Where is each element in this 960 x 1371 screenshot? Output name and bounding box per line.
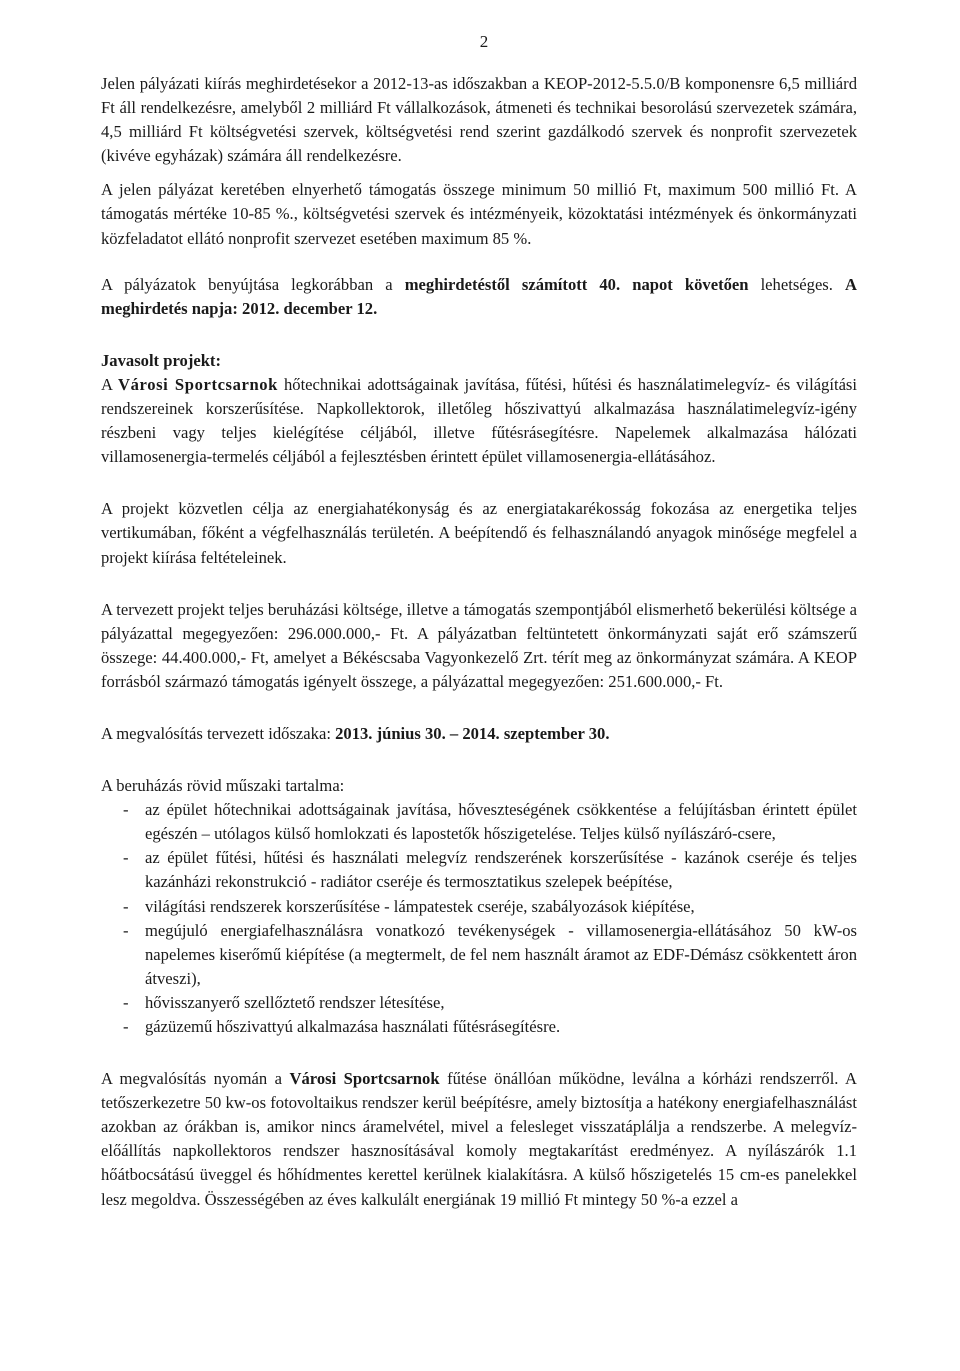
document-body xyxy=(101,72,857,1212)
proposed-project-heading: Javasolt projekt: xyxy=(101,350,221,370)
page-number: 2 xyxy=(479,32,489,51)
list-item: - hővisszanyerő szellőztető rendszer létesítése, xyxy=(101,991,857,1015)
list-item: - gázüzemű hőszivattyú alkalmazása használati fűtésrásegítésre. xyxy=(101,1015,857,1039)
list-item: - az épület hőtechnikai adottságainak javítása, hőveszteségének csökkentése a felújításban érintett épület egészén – utólagos külső homlokzati és lapostetők hőszigetelése. Teljes külső nyílászáró-csere, xyxy=(101,798,857,846)
announcement-date: A meghirdetés napja: 2012. december 12. xyxy=(101,274,857,318)
paragraph-project-goal: A projekt közvetlen célja az energiahatékonyság és az energiatakarékosság fokozása az energetika teljes vertikumában, főként a végfelhasználás területén. A beépítendő és felhasználandó anyagok minősége megfelel a projekt kiírása feltételeinek. xyxy=(101,499,857,567)
list-item: - világítási rendszerek korszerűsítése - lámpatestek cseréje, szabályozások kiépítése, xyxy=(101,895,857,919)
submission-text-1: A pályázatok benyújtása legkorábban a xyxy=(101,274,405,294)
paragraph-project-cost: A tervezett projekt teljes beruházási költsége, illetve a támogatás szempontjából elismerhető bekerülési költsége a pályázattal megegyezően: 296.000.000,- Ft. A pályázatban feltüntetett önkormányzati saját erő számszerű összege: 44.400.000,- Ft, amelyet a Békéscsaba Vagyonkezelő Zrt. térít meg az önkormányzat számára. A KEOP forrásból származó támogatás igényelt összege, a pályázattal megegyezően: 251.600.000,- Ft. xyxy=(101,599,857,691)
list-item: - az épület fűtési, hűtési és használati melegvíz rendszerének korszerűsítése - kazánok cseréje és teljes kazánházi rekonstrukció - radiátor cseréje és termosztatikus szelepek beépítése, xyxy=(101,846,857,894)
list-item: - megújuló energiafelhasználásra vonatkozó tevékenységek - villamosenergia-ellátásához 50 kW-os napelemes kiserőmű kiépítése (a megtermelt, de fel nem használt áramot az EDF-Démász csökkentett áron átveszi), xyxy=(101,919,857,991)
sports-hall-name: Városi Sportcsarnok xyxy=(118,374,279,394)
paragraph-grant-amount: A jelen pályázat keretében elnyerhető támogatás összege minimum 50 millió Ft, maximum 500 millió Ft. A támogatás mértéke 10-85 %., költségvetési szervek és intézményeik, közoktatási intézmények és önkormányzati közfeladatot ellátó nonprofit szervezet esetében maximum 85 %. xyxy=(101,180,857,248)
sports-hall-name-2: Városi Sportcsarnok xyxy=(289,1069,440,1089)
paragraph-funding-availability: Jelen pályázati kiírás meghirdetésekor a 2012-13-as időszakban a KEOP-2012-5.5.0/B komponensre 6,5 milliárd Ft áll rendelkezésre, amelyből 2 milliárd Ft vállalkozások, átmeneti és technikai besorolású szervezetek számára, 4,5 milliárd Ft költségvetési szervek, költségvetési rend szerint gazdálkodó szervek és nonprofit szervezetek (kivéve egyházak) számára áll rendelkezésre. xyxy=(101,74,857,166)
technical-content-heading: A beruházás rövid műszaki tartalma: xyxy=(101,776,345,796)
submission-bold-1: meghirdetéstől számított 40. napot követően xyxy=(404,274,749,294)
paragraph-proposed-project: A Városi Sportcsarnok hőtechnikai adottságainak javítása, fűtési, hűtési és használatimelegvíz- és világítási rendszereinek korszerűsítése. Napkollektorok, illetőleg hőszivattyú alkalmazása használatimelegvíz-igény részbeni vagy teljes kielégítése céljából, illetve fűtésrásegítésre. Napelemek alkalmazása hálózati villamosenergia-termelés céljából a fejlesztésben érintett épület villamosenergia-ellátásához. xyxy=(101,374,858,467)
submission-text-2: lehetséges. xyxy=(748,274,845,294)
technical-content-list xyxy=(101,798,857,1039)
paragraph-submission-date xyxy=(101,273,857,321)
paragraph-implementation-period: A megvalósítás tervezett időszaka: 2013. június 30. – 2014. szeptember 30. xyxy=(101,723,610,743)
paragraph-project-result: A megvalósítás nyomán a Városi Sportcsarnok fűtése önállóan működne, leválna a kórházi rendszerről. A tetőszerkezetre 50 kw-os fotovoltaikus rendszer kerül beépítésre, amely biztosítja a hatékony energiafelhasználást azokban az órákban is, amikor nincs áramelvétel, mivel a felesleget visszatáplálja a rendszerbe. A melegvíz-előállítás napkollektoros rendszer hasznosításával komoly megtakarítást eredményez. A nyílászárók 1.1 hőátbocsátású üveggel és hőhídmentes kerettel kerülnek kialakításra. A külső hőszigetelés 15 cm-es panelekkel lesz megoldva. Összességében az éves kalkulált energiának 19 millió Ft mintegy 50 %-a ezzel a xyxy=(101,1069,858,1209)
implementation-dates: 2013. június 30. – 2014. szeptember 30. xyxy=(335,723,610,743)
